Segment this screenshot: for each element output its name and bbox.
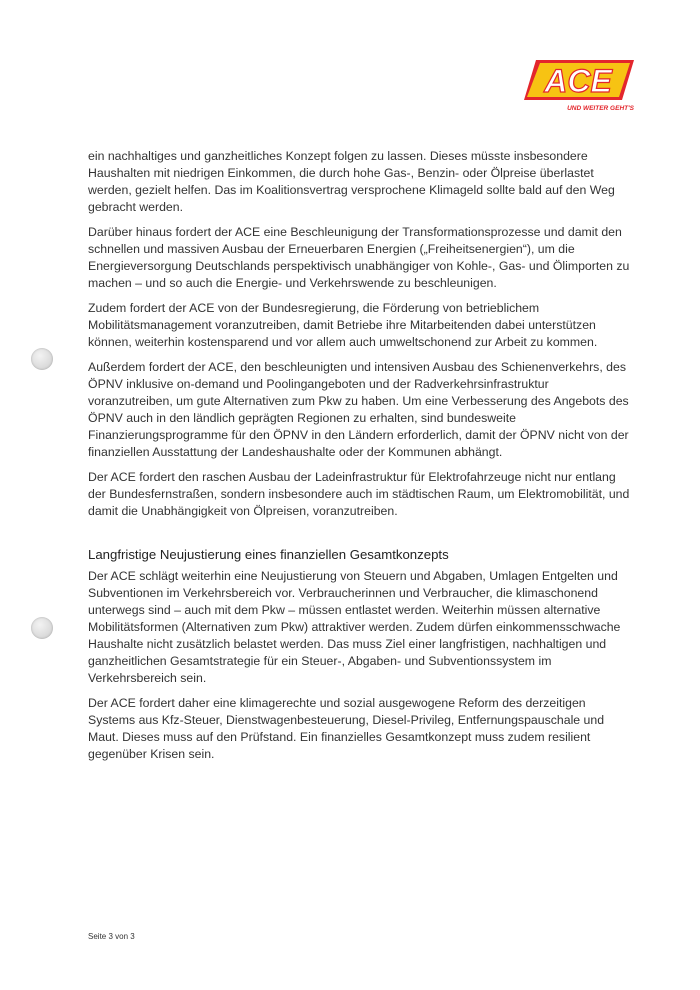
logo-wordmark: ACE [544,63,612,99]
page-number: Seite 3 von 3 [88,932,135,941]
paragraph: Der ACE fordert den raschen Ausbau der Ladeinfrastruktur für Elektrofahrzeuge nicht nur entlang der Bundesfernstraßen, sondern insbesondere auch im städtischen Raum, um Elektromobilität, und damit die Unabhängigkeit von Ölpreisen, voranzutreiben. [88,470,630,518]
paragraph: ein nachhaltiges und ganzheitliches Konzept folgen zu lassen. Dieses müsste insbesondere Haushalten mit niedrigen Einkommen, die durch hohe Gas-, Benzin- oder Ölpreise überlastet werden, gezielt helfen. Das im Koalitionsvertrag versprochene Klimageld sollte bald auf den Weg gebracht werden. [88,149,615,214]
paragraph: Der ACE fordert daher eine klimagerechte und sozial ausgewogene Reform des derzeitigen Systems aus Kfz-Steuer, Dienstwagenbesteuerung, Diesel-Privileg, Entfernungspauschale und Maut. Dieses muss auf den Prüfstand. Ein finanzielles Gesamtkonzept muss zudem resilient gegenüber Krisen sein. [88,696,605,761]
paragraph: Der ACE schlägt weiterhin eine Neujustierung von Steuern und Abgaben, Umlagen Entgelten und Subventionen im Verkehrsbereich vor. Verbraucherinnen und Verbraucher, die klimaschonend unterwegs sind – auch mit dem Pkw – müssen entlastet werden. Weiterhin müssen alternative Mobilitätsformen (Alternativen zum Pkw) attraktiver werden. Zudem dürfen einkommensschwache Haushalte nicht zusätzlich belastet werden. Das muss Ziel einer langfristigen, nachhaltigen und ganzheitlichen Gesamtstrategie für ein Steuer-, Abgaben- und Subventionssystem im Verkehrsbereich sein. [88,569,621,685]
section-heading: Langfristige Neujustierung eines finanziellen Gesamtkonzepts [88,547,449,562]
punch-hole [31,348,53,370]
ace-logo [522,54,638,116]
paragraph: Darüber hinaus fordert der ACE eine Beschleunigung der Transformationsprozesse und damit den schnellen und massiven Ausbau der Erneuerbaren Energien („Freiheitsenergien“), um die Energieversorgung Deutschlands perspektivisch unabhängiger von Kohle-, Gas- und Ölimporten zu machen – und so auch die Energie- und Verkehrswende zu beschleunigen. [88,225,630,290]
body-text [88,148,634,771]
paragraph: Zudem fordert der ACE von der Bundesregierung, die Förderung von betrieblichem Mobilitätsmanagement voranzutreiben, damit Betriebe ihre Mitarbeitenden dabei unterstützen können, weiterhin kostensparend und vor allem auch umweltschonend zur Arbeit zu kommen. [88,301,598,349]
logo-tagline: UND WEITER GEHT'S [567,105,634,112]
paragraph: Außerdem fordert der ACE, den beschleunigten und intensiven Ausbau des Schienenverkehrs, des ÖPNV inklusive on-demand und Poolingangeboten und der Radverkehrsinfrastruktur voranzutreiben, um gute Alternativen zum Pkw zu haben. Um eine Verbesserung des Angebots des ÖPNV auch in den ländlich geprägten Regionen zu erhalten, sind bundesweite Finanzierungsprogramme für den ÖPNV in den Ländern erforderlich, damit der ÖPNV nicht von der finanziellen Ausstattung der Landeshaushalte oder der Kommunen abhängt. [88,360,629,459]
punch-hole [31,617,53,639]
